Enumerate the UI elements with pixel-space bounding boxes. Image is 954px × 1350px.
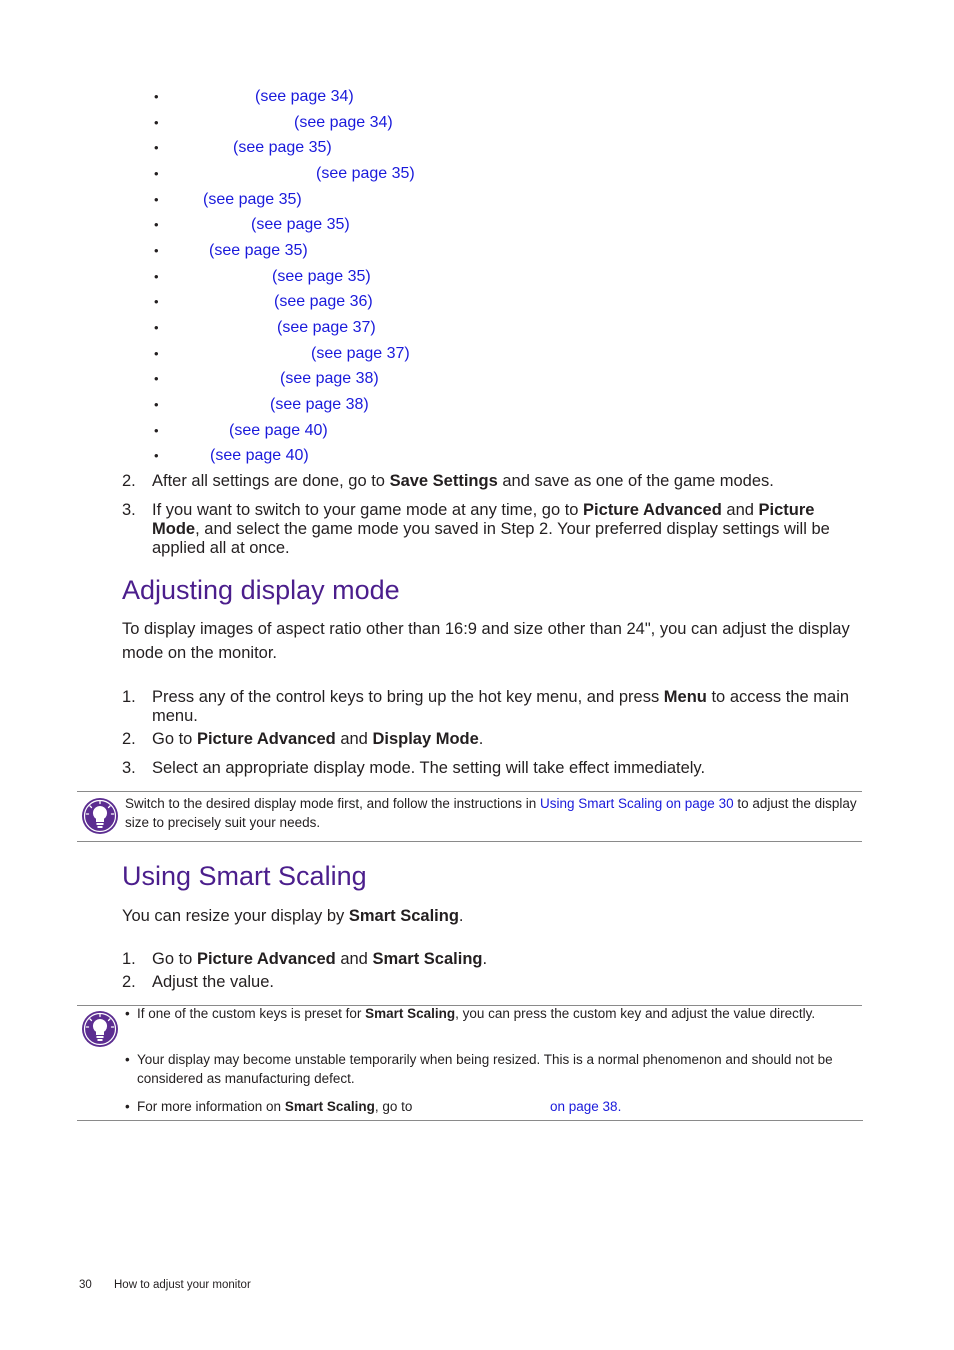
step-number: 1. [122,688,136,706]
lightbulb-icon [81,797,119,835]
step-select-display-mode [122,759,862,778]
bullet-marker: • [125,1006,130,1021]
step-number: 2. [122,730,136,748]
step-text [152,501,862,558]
section-intro [122,904,852,928]
page-reference-link[interactable]: (see page 35) [203,191,302,208]
page-reference-link[interactable]: (see page 37) [311,345,410,362]
menu-term: Picture Advanced [196,730,336,748]
lightbulb-icon [81,1010,119,1048]
menu-term: Smart Scaling [348,907,459,925]
page-reference-link[interactable]: (see page 40) [229,422,328,439]
step-text-part: and [721,501,759,519]
page-reference-link[interactable]: (see page 40) [210,447,309,464]
page-reference-link[interactable]: (see page 37) [277,319,376,336]
step-text: Adjust the value. [152,973,274,991]
page-reference-link[interactable]: (see page 35) [316,165,415,182]
step-text-part: After all settings are done, go to [152,472,390,490]
page-reference-link[interactable]: (see page 34) [294,114,393,131]
page-reference-link[interactable]: (see page 35) [251,216,350,233]
menu-term: Picture Mode [152,501,815,538]
note-bottom-rule [77,1120,863,1121]
footer-section-title: How to adjust your monitor [114,1279,251,1291]
section-heading-display-mode: Adjusting display mode [122,575,400,605]
menu-term: Picture Advanced [583,501,722,519]
menu-term: Picture Advanced [196,950,336,968]
step-text-part: , and select the game mode you saved in Step 2. Your preferred display settings will be applied all at once. [152,520,830,557]
bullet-marker: • [154,371,159,386]
step-text [152,950,862,969]
page-reference-link[interactable]: (see page 36) [274,293,373,310]
note-text-part: to adjust the display size to precisely suit your needs. [125,796,857,830]
note-text-part: , go to [374,1099,413,1114]
note-bottom-rule [77,841,862,842]
step-text-part: to access the main menu. [152,688,850,725]
menu-term: Menu [663,688,707,706]
step-switch-game-mode [122,501,862,558]
page-reference-link[interactable]: (see page 38) [280,370,379,387]
note-item-unstable-display [125,1050,860,1088]
menu-term: Smart Scaling [284,1099,375,1114]
step-text-part: and [335,730,373,748]
step-text [152,688,862,726]
section-intro: To display images of aspect ratio other than 16:9 and size other than 24", you can adjust the display mode on the monitor. [122,620,850,662]
bullet-marker: • [154,448,159,463]
bullet-marker: • [154,89,159,104]
bullet-marker: • [154,140,159,155]
note-text [137,1004,860,1023]
step-text-part: and save as one of the game modes. [497,472,774,490]
page-reference-link[interactable]: (see page 34) [255,88,354,105]
step-text [152,472,862,491]
note-top-rule [77,791,862,792]
page-reference-link[interactable]: (see page 35) [272,268,371,285]
step-text-part: If you want to switch to your game mode at any time, go to [152,501,584,519]
section-heading-smart-scaling: Using Smart Scaling [122,861,367,891]
bullet-marker: • [154,294,159,309]
step-number: 3. [122,501,136,519]
bullet-marker: • [154,217,159,232]
bullet-marker: • [154,115,159,130]
cross-reference-link[interactable]: on page 38. [550,1099,622,1114]
step-text-part: Press any of the control keys to bring up the hot key menu, and press [152,688,664,706]
step-save-settings [122,472,862,491]
step-number: 1. [122,950,136,968]
note-text [137,1097,860,1116]
page-reference-link[interactable]: (see page 35) [233,139,332,156]
step-text-part: Go to [152,950,197,968]
intro-text-part: . [458,907,464,925]
bullet-marker: • [154,346,159,361]
note-item-custom-key [125,1004,860,1023]
bullet-marker: • [154,192,159,207]
page-reference-link[interactable]: (see page 35) [209,242,308,259]
note-text-part: For more information on [137,1099,285,1114]
page-number: 30 [79,1279,92,1291]
bullet-marker: • [125,1052,130,1067]
note-display-mode [125,794,860,832]
step-text [152,730,862,749]
page-reference-link[interactable]: (see page 38) [270,396,369,413]
step-text-part: and [335,950,373,968]
menu-term: Display Mode [372,730,479,748]
note-text-part: If one of the custom keys is preset for [137,1006,366,1021]
bullet-marker: • [154,269,159,284]
step-number: 2. [122,472,136,490]
bullet-marker: • [154,320,159,335]
step-number: 2. [122,973,136,991]
cross-reference-link[interactable]: Using Smart Scaling on page 30 [539,796,734,811]
bullet-marker: • [154,423,159,438]
bullet-marker: • [125,1099,130,1114]
step-number: 3. [122,759,136,777]
menu-term: Smart Scaling [372,950,483,968]
note-text-part: Switch to the desired display mode first, and follow the instructions in [125,796,540,811]
bullet-marker: • [154,243,159,258]
step-go-to-smart-scaling [122,950,862,969]
step-go-to-display-mode [122,730,862,749]
menu-term: Save Settings [389,472,498,490]
step-text-part: . [482,950,488,968]
bullet-marker: • [154,166,159,181]
menu-term: Smart Scaling [365,1006,456,1021]
note-item-more-info [125,1097,860,1116]
note-text-part: , you can press the custom key and adjust the value directly. [455,1006,816,1021]
bullet-marker: • [154,397,159,412]
step-text: Select an appropriate display mode. The setting will take effect immediately. [152,759,706,777]
intro-text-part: You can resize your display by [122,907,349,925]
step-open-menu [122,688,862,726]
step-text-part: Go to [152,730,197,748]
note-text: Your display may become unstable temporarily when being resized. This is a normal phenomenon and should not be considered as manufacturing defect. [137,1052,833,1086]
step-text-part: . [478,730,484,748]
step-adjust-value [122,973,862,992]
